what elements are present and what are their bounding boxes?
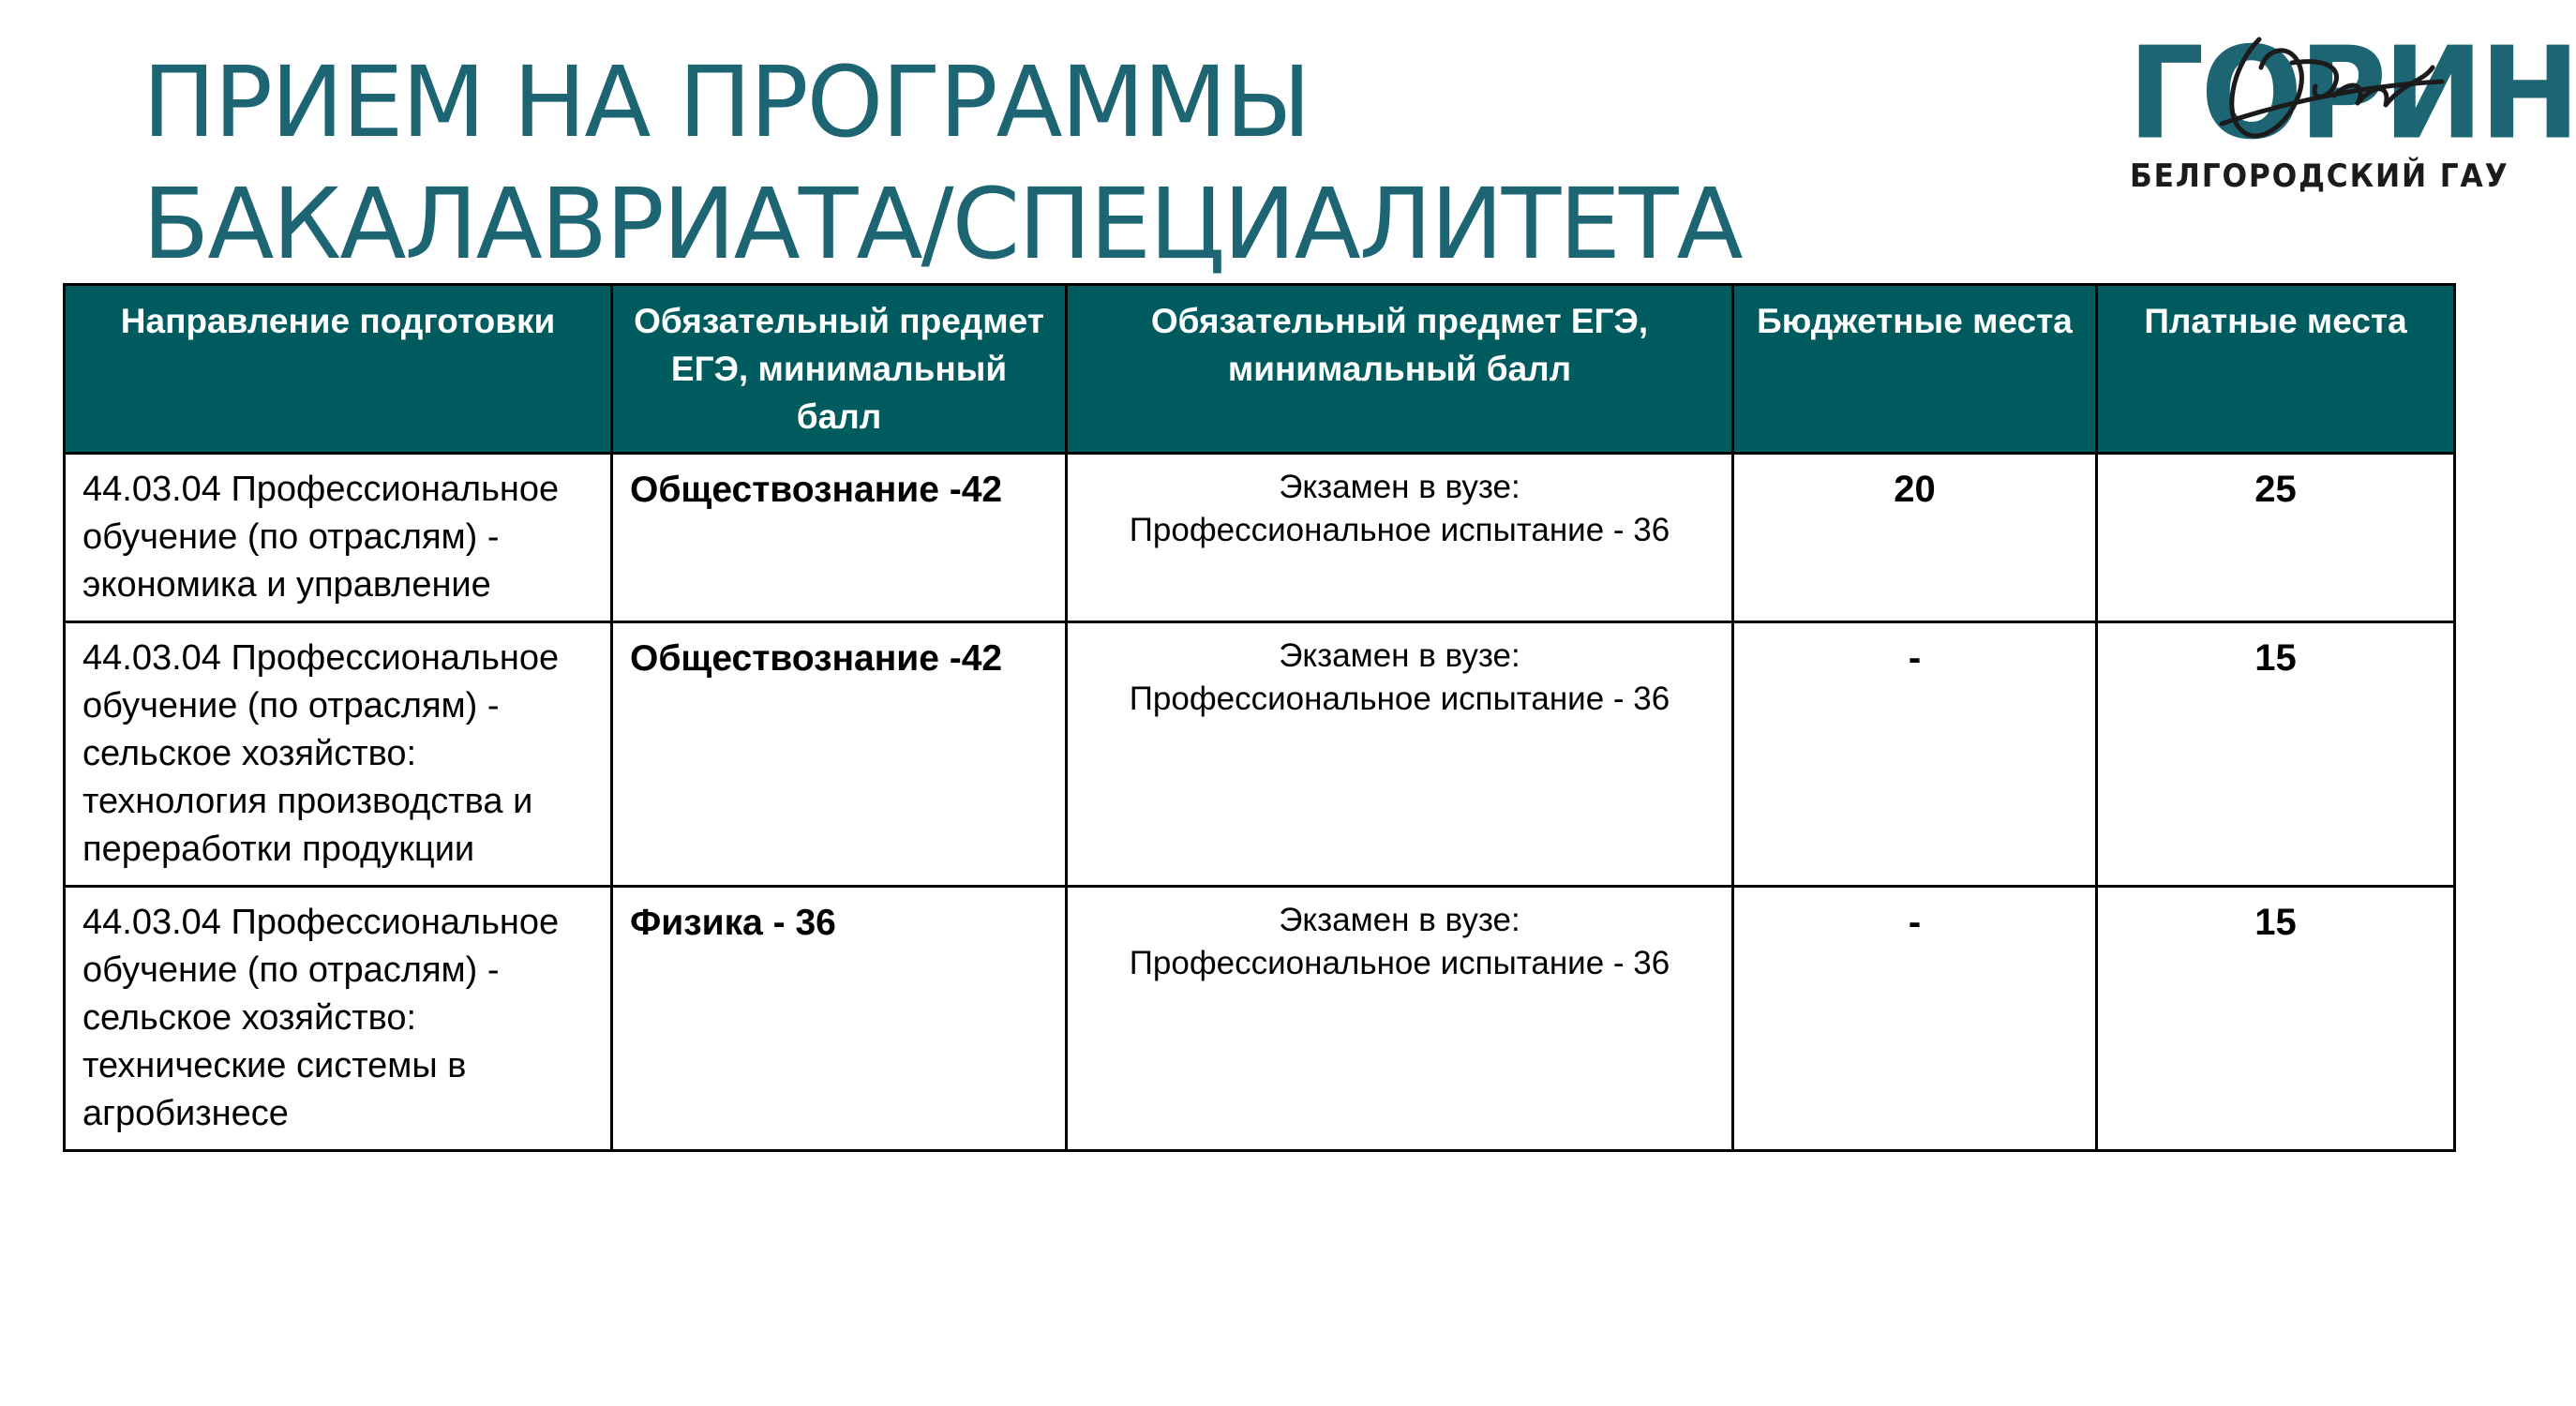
exam-label: Экзамен в вузе: — [1279, 637, 1520, 674]
exam-value: Профессиональное испытание - 36 — [1129, 512, 1670, 548]
page-title — [142, 41, 1742, 285]
exam-label: Экзамен в вузе: — [1279, 469, 1520, 505]
page-title-line-1: ПРИЕМ НА ПРОГРАММЫ — [142, 45, 1310, 159]
header-paid-places: Платные места — [2097, 285, 2455, 454]
table-row — [65, 887, 2455, 1151]
cell-exam — [1067, 887, 1733, 1151]
header-required-subject-exam: Обязательный предмет ЕГЭ, минимальный балл — [1067, 285, 1733, 454]
cell-subject: Обществознание -42 — [612, 454, 1067, 622]
exam-value: Профессиональное испытание - 36 — [1129, 945, 1670, 981]
cell-subject: Физика - 36 — [612, 887, 1067, 1151]
exam-label: Экзамен в вузе: — [1279, 902, 1520, 938]
header-direction: Направление подготовки — [65, 285, 612, 454]
logo-signature-mark — [2203, 30, 2447, 171]
admission-table — [63, 283, 2456, 1152]
cell-direction: 44.03.04 Профессиональное обучение (по отраслям) - сельское хозяйство: технические системы в агробизнесе — [65, 887, 612, 1151]
header-budget-places: Бюджетные места — [1733, 285, 2097, 454]
logo-wordmark: ГОРИН — [2128, 20, 2576, 169]
exam-value: Профессиональное испытание - 36 — [1129, 681, 1670, 717]
cell-budget: - — [1733, 887, 2097, 1151]
cell-direction: 44.03.04 Профессиональное обучение (по отраслям) - экономика и управление — [65, 454, 612, 622]
cell-exam — [1067, 454, 1733, 622]
table-row — [65, 622, 2455, 887]
cell-budget: 20 — [1733, 454, 2097, 622]
cell-paid: 15 — [2097, 887, 2455, 1151]
table-row — [65, 454, 2455, 622]
cell-subject: Обществознание -42 — [612, 622, 1067, 887]
page-title-line-2: БАКАЛАВРИАТА/СПЕЦИАЛИТЕТА — [142, 167, 1742, 281]
table-header-row — [65, 285, 2455, 454]
header-required-subject: Обязательный предмет ЕГЭ, минимальный балл — [612, 285, 1067, 454]
logo-subtitle: БЕЛГОРОДСКИЙ ГАУ — [2130, 157, 2509, 195]
cell-paid: 25 — [2097, 454, 2455, 622]
cell-direction: 44.03.04 Профессиональное обучение (по отраслям) - сельское хозяйство: технология производства и переработки продукции — [65, 622, 612, 887]
cell-paid: 15 — [2097, 622, 2455, 887]
cell-budget: - — [1733, 622, 2097, 887]
university-logo — [2128, 20, 2576, 199]
cell-exam — [1067, 622, 1733, 887]
